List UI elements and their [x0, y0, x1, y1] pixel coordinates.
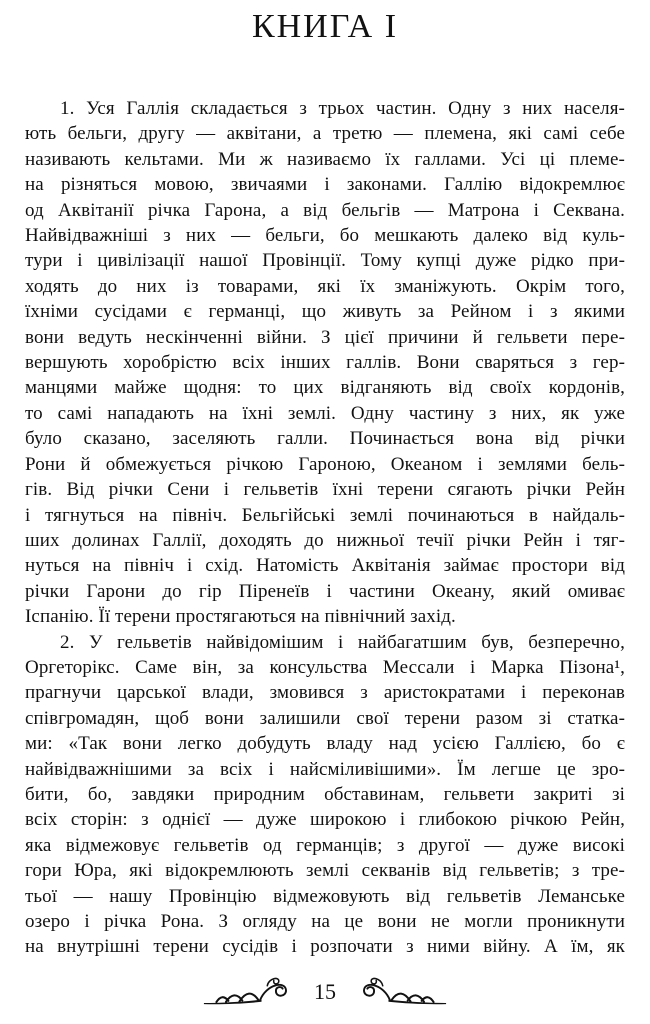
text-line: ми: «Так вони легко добудуть владу над усією Галлією, бо є — [25, 733, 625, 755]
text-line: їхніми сусідами є германці, що живуть за Рейном і з якими — [25, 301, 625, 323]
text-line: од Аквітанії річка Гарона, а від бельгів — Матрона і Секвана. — [25, 199, 625, 221]
text-line: ших долинах Галлії, доходять до нижньої течії річки Рейн і тяг- — [25, 529, 625, 551]
page-footer — [0, 972, 650, 1012]
text-line: ходять до них із товарами, які їх зманіжують. Окрім того, — [25, 275, 625, 297]
text-line: 2. У гельветів найвідомішим і найбагатшим був, безперечно, — [60, 631, 625, 653]
text-line: було сказано, заселяють галли. Починається вона від річки — [25, 428, 625, 450]
text-line: називають кельтами. Ми ж називаємо їх галлами. Усі ці племе- — [25, 148, 625, 170]
text-line: на різняться мовою, звичаями і законами. Галлію відокремлює — [25, 174, 625, 196]
text-line: нуться на північ і схід. Натомість Аквітанія займає простори від — [25, 555, 625, 577]
flourish-right-icon — [352, 974, 448, 1010]
flourish-left-icon — [202, 974, 298, 1010]
text-line: манцями майже щодня: то цих відганяють від своїх кордонів, — [25, 377, 625, 399]
text-line: то самі нападають на їхні землі. Одну частину з них, як уже — [25, 402, 625, 424]
text-line: яка відмежовує гельветів од германців; з другої — дуже високі — [25, 834, 625, 856]
text-line: бити, бо, завдяки природним обставинам, гельвети закриті зі — [25, 783, 625, 805]
page-number: 15 — [314, 979, 336, 1004]
text-line: гів. Від річки Сени і гельветів їхні терени сягають річки Рейн — [25, 479, 625, 501]
text-line: всіх сторін: з однієї — дуже широкою і глибокою річкою Рейн, — [25, 809, 625, 831]
page-title: КНИГА I — [251, 8, 399, 45]
text-line: озеро і річка Рона. З огляду на це вони не могли проникнути — [25, 911, 625, 932]
text-line: ють бельги, другу — аквітани, а третю — племена, які самі себе — [25, 123, 625, 145]
page-text — [25, 96, 625, 960]
text-line: Оргеторікс. Саме він, за консульства Мессали і Марка Пізона¹, — [25, 656, 625, 678]
text-line: гори Юра, які відокремлюють землі секванів від гельветів; з тре- — [25, 860, 625, 882]
text-line: Найвідважніші з них — бельги, бо мешкають далеко від куль- — [25, 225, 625, 247]
text-line: Рони й обмежується річкою Гароною, Океаном і землями бель- — [25, 453, 625, 475]
text-line: тьої — нашу Провінцію відмежовують від гельветів Леманське — [25, 885, 625, 907]
text-line: тури і цивілізації нашої Провінції. Тому купці дуже рідко при- — [25, 250, 625, 272]
text-line: Іспанію. Її терени простягаються на північний захід. — [25, 606, 456, 628]
text-line: річки Гарони до гір Піренеїв і частини Океану, який омиває — [25, 580, 625, 602]
text-line: на внутрішні терени сусідів і розпочати з ними війну. А їм, як — [25, 936, 625, 958]
text-line: вершують хоробрістю всіх інших галлів. Вони сваряться з гер- — [25, 352, 625, 374]
text-line: прагнучи царської влади, змовився з аристократами і переконав — [25, 682, 625, 704]
text-line: співгромадян, щоб вони залишили свої терени разом зі статка- — [25, 707, 625, 729]
text-line: найвідважнішими за всіх і найсміливішими». Їм легше це зро- — [25, 758, 625, 780]
text-line: 1. Уся Галлія складається з трьох частин. Одну з них населя- — [60, 98, 625, 119]
text-line: і тягнуться на північ. Бельгійські землі починаються в найдаль- — [25, 504, 625, 526]
text-line: вони ведуть нескінченні війни. З цієї причини й гельвети пере- — [25, 326, 625, 348]
